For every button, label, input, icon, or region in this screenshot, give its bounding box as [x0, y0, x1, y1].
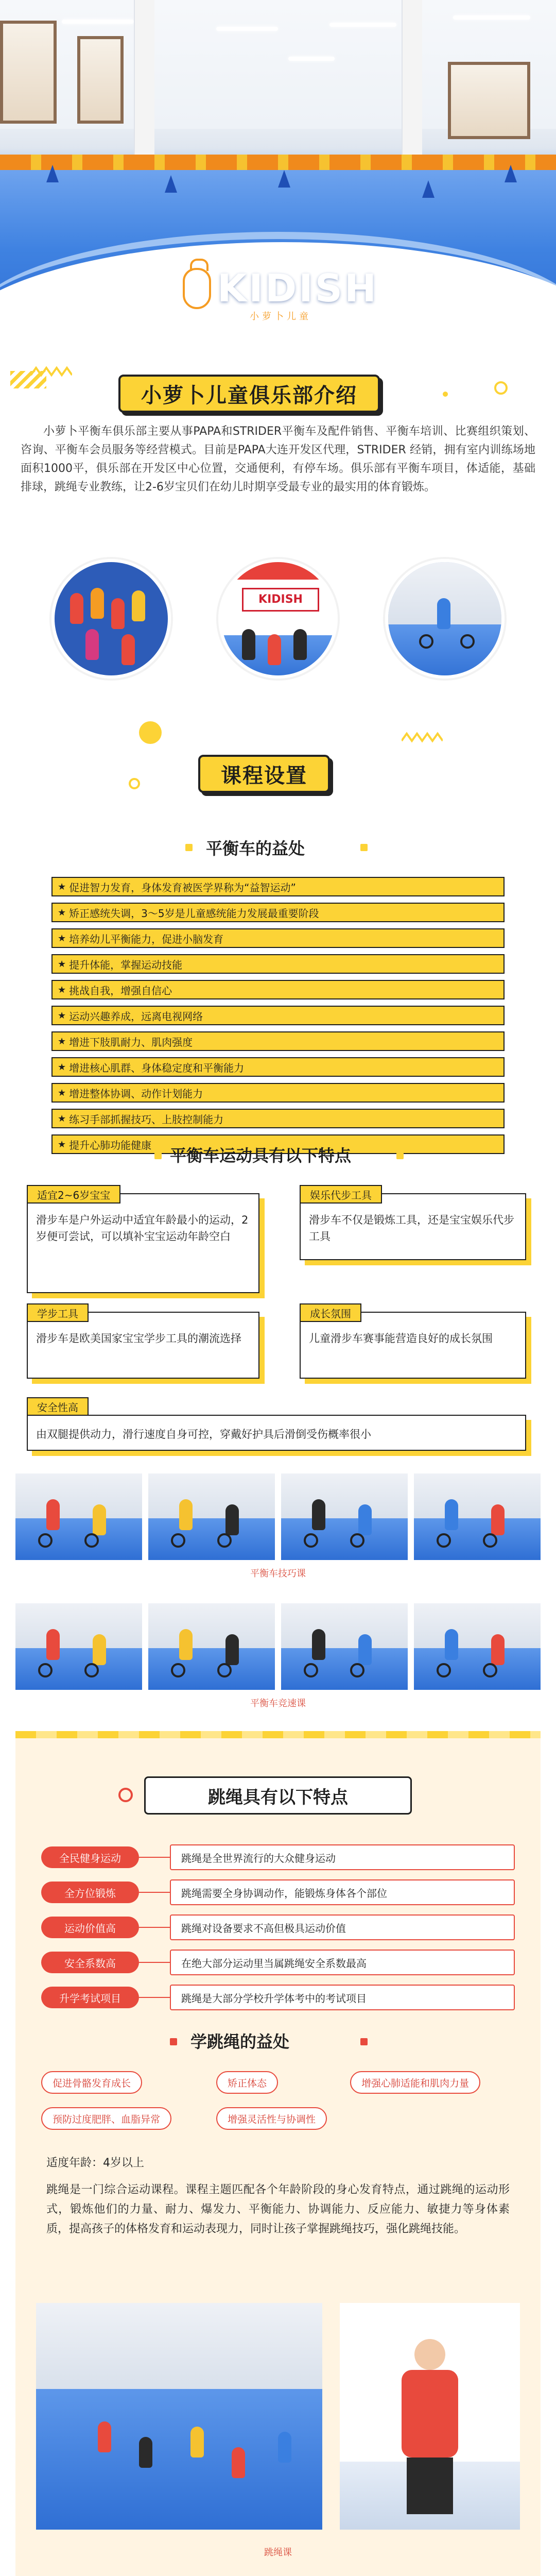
- subhead-marker: [360, 2038, 368, 2045]
- bike-benefit-item: [51, 928, 505, 948]
- panel-top-stripe: [15, 1731, 541, 1738]
- connector-line: [139, 1892, 170, 1893]
- star-icon: ★: [58, 933, 66, 944]
- kid-figure: [46, 1499, 60, 1530]
- feature-card-age: [27, 1193, 259, 1293]
- floor: [148, 1518, 275, 1560]
- subhead-marker: [360, 844, 368, 851]
- benefit-text: 增进核心肌群、身体稳定度和平衡能力: [69, 1061, 245, 1074]
- kid-figure: [190, 2427, 204, 2458]
- floor: [414, 1518, 541, 1560]
- kid-figure: [179, 1629, 193, 1660]
- ceiling-light: [62, 20, 134, 24]
- wheel-icon: [483, 1663, 497, 1677]
- kid-legs: [407, 2458, 453, 2514]
- features-title: 平衡车运动具有以下特点: [170, 1146, 352, 1165]
- photo-content: [221, 562, 338, 679]
- wall: [15, 1473, 142, 1521]
- zigzag-icon: [402, 732, 443, 743]
- courses-title: 课程设置: [198, 755, 330, 793]
- kid-figure: [132, 590, 145, 621]
- kid-figure: [312, 1499, 325, 1530]
- kid-head: [414, 2339, 445, 2370]
- jump-feature-text: 跳绳对设备要求不高但极具运动价值: [170, 1914, 515, 1940]
- benefit-text: 挑战自我，增强自信心: [69, 984, 172, 997]
- wheel-icon: [483, 1533, 497, 1548]
- floor: [15, 1518, 142, 1560]
- wheel-icon: [38, 1533, 53, 1548]
- star-icon: ★: [58, 1010, 66, 1021]
- feature-tag-safety: 安全性高: [27, 1397, 89, 1416]
- feature-card-safety: [27, 1415, 526, 1451]
- bike-benefit-item: [51, 1109, 505, 1128]
- jump-benefit-pill: 增强灵活性与协调性: [216, 2107, 327, 2130]
- kid-body: [402, 2370, 458, 2458]
- kid-figure: [232, 2447, 245, 2478]
- jump-benefits-title: 学跳绳的益处: [190, 2032, 290, 2052]
- star-icon: ★: [58, 1061, 66, 1073]
- pillar: [134, 0, 154, 165]
- radish-logo-icon: [183, 268, 211, 309]
- subhead-marker: [396, 1152, 404, 1159]
- jump-feature-label: 全方位锻炼: [41, 1882, 139, 1903]
- connector-line: [139, 1962, 170, 1963]
- wall: [281, 1603, 408, 1651]
- jump-title: 跳绳具有以下特点: [144, 1776, 412, 1815]
- wheel-icon: [217, 1663, 232, 1677]
- intro-text: 小萝卜平衡车俱乐部主要从事PAPA和STRIDER平衡车及配件销售、平衡车培训、比赛组织策划、咨询、平衡车会员服务等经营模式。目前是PAPA大连开发区代理，STRIDER 经销，拥有室内训练场地面积1000平，俱乐部在开发区中心位置，交通便利，有停车场。俱乐部有平衡车项目，体适能，基础排球，跳绳专业教练，让2-6岁宝贝们在幼儿时期享受最专业的最实用的体育锻炼。: [21, 425, 535, 494]
- wheel-icon: [171, 1663, 185, 1677]
- feature-tag-age: 适宜2~6岁宝宝: [27, 1185, 120, 1204]
- ceiling-light: [216, 27, 278, 31]
- star-icon: ★: [58, 881, 66, 892]
- cone-icon: [165, 175, 177, 193]
- bike-benefits-title: 平衡车的益处: [206, 839, 305, 858]
- jump-feature-row: [41, 1950, 515, 1975]
- jump-photo-kid: [340, 2303, 520, 2530]
- caption-jump: 跳绳课: [264, 2547, 292, 2558]
- bike-benefit-item: [51, 1031, 505, 1051]
- circle-decoration: [129, 778, 140, 789]
- bike-benefit-item: [51, 954, 505, 974]
- circle-decoration: [118, 1788, 133, 1802]
- subhead-marker: [170, 2038, 177, 2045]
- photo-content: [55, 562, 171, 679]
- caption-skill: 平衡车技巧课: [250, 1568, 306, 1579]
- star-icon: ★: [58, 984, 66, 995]
- subhead-marker: [154, 1152, 162, 1159]
- connector-line: [139, 1927, 170, 1928]
- floor: [388, 624, 505, 679]
- race-photo: [15, 1603, 142, 1690]
- benefit-text: 矫正感统失调，3～5岁是儿童感统能力发展最重要阶段: [69, 907, 319, 920]
- floor: [281, 1518, 408, 1560]
- benefit-text: 增进下肢肌耐力、肌肉强度: [69, 1036, 193, 1048]
- thumbs-up-icon: [139, 721, 162, 744]
- jump-feature-label: 运动价值高: [41, 1917, 139, 1938]
- wheel-icon: [304, 1663, 318, 1677]
- wall: [281, 1473, 408, 1521]
- kid-figure: [139, 2437, 152, 2468]
- cone-icon: [278, 170, 290, 188]
- floor: [15, 1648, 142, 1690]
- jump-feature-label: 升学考试项目: [41, 1987, 139, 2008]
- window: [77, 36, 124, 124]
- connector-line: [139, 1857, 170, 1858]
- jump-photo-class: [36, 2303, 322, 2530]
- floor: [148, 1648, 275, 1690]
- kidish-logo: [183, 260, 378, 317]
- kid-figure: [437, 598, 450, 629]
- pillar: [402, 0, 422, 165]
- kid-figure: [312, 1629, 325, 1660]
- feature-text: 滑步车是户外运动中适宜年龄最小的运动，2岁便可尝试，可以填补宝宝运动年龄空白: [36, 1214, 249, 1243]
- photo-content: [388, 562, 505, 679]
- jump-feature-row: [41, 1914, 515, 1940]
- circle-photo-kids-helmets: [51, 559, 171, 679]
- intro-title: 小萝卜儿童俱乐部介绍: [118, 375, 380, 413]
- bike-benefit-item: [51, 903, 505, 922]
- feature-text: 滑步车是欧美国家宝宝学步工具的潮流选择: [36, 1332, 241, 1345]
- kid-figure: [225, 1504, 239, 1535]
- zigzag-icon: [31, 366, 72, 377]
- kid-figure: [93, 1504, 106, 1535]
- star-icon: ★: [58, 1113, 66, 1124]
- circle-photo-kid-balance-bike: [385, 559, 505, 679]
- bike-benefit-item: [51, 877, 505, 896]
- feature-text: 由双腿提供动力，滑行速度自身可控，穿戴好护具后滑倒受伤概率很小: [36, 1428, 371, 1440]
- jump-benefit-pill: 增强心肺适能和肌肉力量: [350, 2071, 480, 2094]
- wheel-icon: [437, 1663, 451, 1677]
- wall: [414, 1603, 541, 1651]
- kid-figure: [293, 629, 307, 660]
- jump-feature-label: 安全系数高: [41, 1952, 139, 1973]
- jump-age: 适度年龄：4岁以上: [46, 2157, 144, 2170]
- feature-text: 滑步车不仅是锻炼工具，还是宝宝娱乐代步工具: [309, 1214, 514, 1243]
- bike-benefit-item: [51, 1083, 505, 1103]
- skill-photo: [148, 1473, 275, 1560]
- jump-feature-text: 在绝大部分运动里当属跳绳安全系数最高: [170, 1950, 515, 1975]
- kid-figure: [98, 2421, 111, 2452]
- kid-figure: [70, 593, 83, 624]
- kid-figure: [91, 588, 104, 619]
- cone-icon: [505, 165, 517, 182]
- star-icon: ★: [58, 958, 66, 970]
- kidish-sign: KIDISH: [242, 588, 319, 612]
- wall: [148, 1473, 275, 1521]
- kid-figure: [491, 1504, 505, 1535]
- ceiling-light: [329, 23, 396, 27]
- wheel-icon: [419, 634, 433, 649]
- star-icon: ★: [58, 1139, 66, 1150]
- kid-figure: [358, 1634, 372, 1665]
- benefit-text: 练习手部抓握技巧、上肢控制能力: [69, 1113, 224, 1126]
- wheel-icon: [460, 634, 475, 649]
- floor: [414, 1648, 541, 1690]
- wheel-icon: [84, 1533, 99, 1548]
- jump-feature-row: [41, 1985, 515, 2010]
- kid-figure: [445, 1499, 458, 1530]
- cone-icon: [422, 180, 435, 198]
- star-icon: ★: [58, 1087, 66, 1098]
- hero-banner: [0, 0, 556, 330]
- feature-tag-walk: 学步工具: [27, 1303, 89, 1322]
- kid-figure: [225, 1634, 239, 1665]
- courses-banner: [198, 752, 330, 795]
- benefit-text: 运动兴趣养成，远离电视网络: [69, 1010, 203, 1023]
- kid-figure: [358, 1504, 372, 1535]
- kid-figure: [242, 629, 255, 660]
- wall: [148, 1603, 275, 1651]
- race-photo: [414, 1603, 541, 1690]
- wheel-icon: [304, 1533, 318, 1548]
- kid-figure: [268, 634, 281, 665]
- ceiling-light: [288, 57, 335, 61]
- bike-benefit-item: [51, 1006, 505, 1025]
- jump-feature-text: 跳绳需要全身协调动作，能锻炼身体各个部位: [170, 1879, 515, 1905]
- skill-photo: [15, 1473, 142, 1560]
- circle-photo-kidish-sign: [218, 559, 338, 679]
- intro-banner: [118, 372, 380, 415]
- kid-figure: [179, 1499, 193, 1530]
- dot-decoration: [443, 392, 448, 397]
- jump-body: 跳绳是一门综合运动课程。课程主题匹配各个年龄阶段的身心发育特点，通过跳绳的运动形式，锻炼他们的力量、耐力、爆发力、平衡能力、协调能力、反应能力、敏捷力等身体素质，提高孩子的体格发育和运动表现力，同时让孩子掌握跳绳技巧，强化跳绳技能。: [46, 2183, 510, 2235]
- feature-tag-fun: 娱乐代步工具: [300, 1185, 382, 1204]
- benefit-text: 提升体能，掌握运动技能: [69, 958, 183, 971]
- benefit-text: 提升心肺功能健康: [69, 1139, 152, 1151]
- benefit-text: 培养幼儿平衡能力，促进小脑发育: [69, 933, 224, 945]
- star-icon: ★: [58, 1036, 66, 1047]
- wheel-icon: [171, 1533, 185, 1548]
- jump-feature-label: 全民健身运动: [41, 1846, 139, 1868]
- logo-subtitle: 小萝卜儿童: [250, 311, 311, 322]
- benefit-text: 增进整体协调、动作计划能力: [69, 1087, 203, 1100]
- jump-feature-text: 跳绳是大部分学校升学体考中的考试项目: [170, 1985, 515, 2010]
- star-icon: ★: [58, 907, 66, 918]
- bike-benefit-item: [51, 1057, 505, 1077]
- kid-figure: [121, 634, 135, 665]
- wheel-icon: [38, 1663, 53, 1677]
- wheel-icon: [350, 1663, 364, 1677]
- wheel-icon: [350, 1533, 364, 1548]
- window: [448, 62, 530, 139]
- race-photo: [281, 1603, 408, 1690]
- ceiling-light: [453, 15, 530, 20]
- skill-photo: [281, 1473, 408, 1560]
- kid-figure: [93, 1634, 106, 1665]
- wheel-icon: [217, 1533, 232, 1548]
- kid-figure: [46, 1629, 60, 1660]
- jump-benefit-pill: 矫正体态: [216, 2071, 278, 2094]
- race-photo: [148, 1603, 275, 1690]
- wall: [414, 1473, 541, 1521]
- jump-feature-row: [41, 1879, 515, 1905]
- circle-decoration: [494, 381, 508, 395]
- connector-line: [139, 1997, 170, 1998]
- kid-figure: [491, 1634, 505, 1665]
- jump-benefit-pill: 促进骨骼发育成长: [41, 2071, 142, 2094]
- jump-feature-text: 跳绳是全世界流行的大众健身运动: [170, 1844, 515, 1870]
- wall: [36, 2303, 322, 2394]
- caption-race: 平衡车竞速课: [250, 1698, 306, 1709]
- kid-figure: [445, 1629, 458, 1660]
- jump-feature-row: [41, 1844, 515, 1870]
- window: [0, 21, 57, 124]
- jump-benefit-pill: 预防过度肥胖、血脂异常: [41, 2107, 171, 2130]
- kid-figure: [278, 2432, 291, 2463]
- logo-text: KIDISH: [217, 266, 378, 311]
- bike-benefit-item: [51, 980, 505, 999]
- skill-photo: [414, 1473, 541, 1560]
- wheel-icon: [437, 1533, 451, 1548]
- kid-figure: [85, 629, 99, 660]
- feature-tag-growth: 成长氛围: [300, 1303, 361, 1322]
- subhead-marker: [185, 844, 193, 851]
- feature-text: 儿童滑步车赛事能营造良好的成长氛围: [309, 1332, 493, 1345]
- red-banner: [221, 562, 338, 580]
- benefit-text: 促进智力发育，身体发育被医学界称为“益智运动”: [69, 881, 296, 894]
- wheel-icon: [84, 1663, 99, 1677]
- wall: [15, 1603, 142, 1651]
- cone-icon: [46, 165, 59, 182]
- kid-figure: [111, 598, 125, 629]
- floor: [281, 1648, 408, 1690]
